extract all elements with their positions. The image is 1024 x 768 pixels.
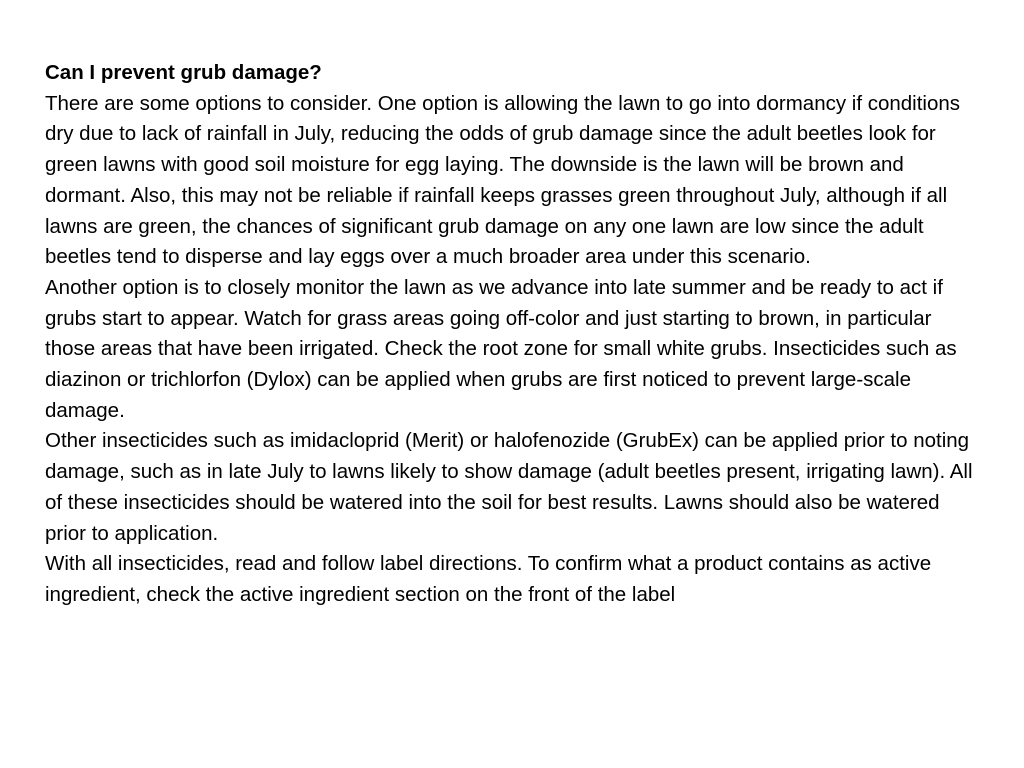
slide-heading: Can I prevent grub damage?	[45, 61, 322, 84]
paragraph-monitor-option: Another option is to closely monitor the lawn as we advance into late summer and be ready to act if grubs start to appear. Watch for grass areas going off-color and just starting to brown, in particular those areas that have been irrigated. Check the root zone for small white grubs. Insecticides such as diazinon or trichlorfon (Dylox) can be applied when grubs are first noticed to prevent large-scale damage.	[45, 275, 957, 422]
paragraph-dormancy-option: There are some options to consider. One option is allowing the lawn to go into dormancy if conditions dry due to lack of rainfall in July, reducing the odds of grub damage since the adult beetles look for green lawns with good soil moisture for egg laying. The downside is the lawn will be brown and dormant. Also, this may not be reliable if rainfall keeps grasses green throughout July, although if all lawns are green, the chances of significant grub damage on any one lawn are low since the adult beetles tend to disperse and lay eggs over a much broader area under this scenario.	[45, 91, 961, 269]
paragraph-label-directions: With all insecticides, read and follow label directions. To confirm what a product contains as active ingredient, check the active ingredient section on the front of the label	[45, 552, 932, 606]
slide-text-body	[45, 58, 985, 611]
paragraph-preventive-insecticides: Other insecticides such as imidacloprid (Merit) or halofenozide (GrubEx) can be applied prior to noting damage, such as in late July to lawns likely to show damage (adult beetles present, irrigating lawn). All of these insecticides should be watered into the soil for best results. Lawns should also be watered prior to application.	[45, 429, 973, 545]
